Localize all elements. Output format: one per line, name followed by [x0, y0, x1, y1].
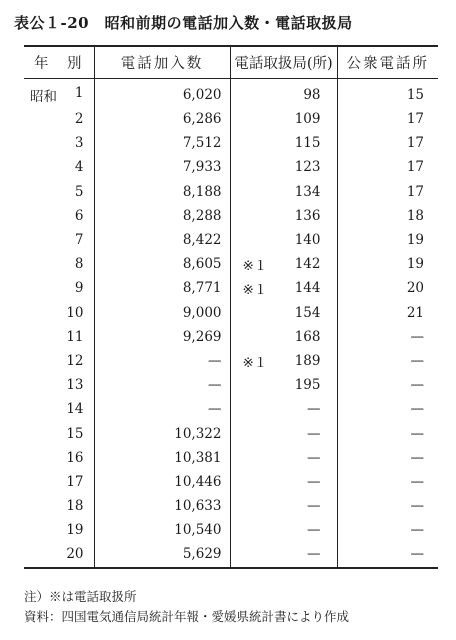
year-value: 14 — [66, 401, 84, 418]
cell-subscribers: — — [94, 397, 230, 421]
cell-year — [24, 155, 94, 179]
year-value: 15 — [66, 425, 84, 442]
cell-offices — [230, 421, 337, 445]
cell-public-phones: — — [337, 397, 438, 421]
offices-value: 189 — [294, 352, 321, 369]
table-row — [24, 494, 438, 518]
offices-value: — — [307, 425, 321, 442]
cell-subscribers: 10,381 — [94, 446, 230, 470]
cell-year — [24, 421, 94, 445]
table-row — [24, 131, 438, 155]
cell-public-phones: — — [337, 470, 438, 494]
offices-value: 136 — [294, 207, 321, 224]
cell-offices — [230, 204, 337, 228]
cell-year — [24, 542, 94, 567]
table-row — [24, 470, 438, 494]
offices-value: 109 — [294, 111, 321, 128]
asterisk-mark: ※１ — [242, 354, 268, 371]
cell-public-phones: — — [337, 494, 438, 518]
header-subscribers: 電話加入数 — [94, 46, 230, 79]
cell-public-phones: 20 — [337, 276, 438, 300]
cell-public-phones: — — [337, 518, 438, 542]
cell-public-phones: — — [337, 446, 438, 470]
cell-public-phones: 17 — [337, 180, 438, 204]
cell-subscribers: — — [94, 349, 230, 373]
cell-subscribers: 8,605 — [94, 252, 230, 276]
offices-value: — — [307, 546, 321, 563]
table-row — [24, 373, 438, 397]
table-row — [24, 252, 438, 276]
cell-subscribers: 7,512 — [94, 131, 230, 155]
footnote: 注）※は電話取扱所 — [24, 589, 137, 604]
offices-value: 140 — [294, 232, 321, 249]
table-row — [24, 204, 438, 228]
year-value: 6 — [74, 207, 84, 224]
table-title: 表公１-20 昭和前期の電話加入数・電話取扱局 — [14, 14, 353, 32]
year-value: 20 — [66, 546, 84, 563]
offices-value: 154 — [294, 304, 321, 321]
cell-public-phones: 17 — [337, 155, 438, 179]
offices-value: — — [307, 449, 321, 466]
offices-value: 123 — [294, 159, 321, 176]
cell-subscribers: 7,933 — [94, 155, 230, 179]
table-row — [24, 180, 438, 204]
cell-year — [24, 252, 94, 276]
cell-year — [24, 446, 94, 470]
asterisk-mark: ※１ — [242, 282, 268, 299]
offices-value: 142 — [294, 256, 321, 273]
cell-offices — [230, 301, 337, 325]
cell-subscribers: 10,446 — [94, 470, 230, 494]
cell-subscribers: 6,020 — [94, 79, 230, 108]
era-label: 昭和 — [30, 89, 57, 105]
cell-public-phones: 15 — [337, 79, 438, 108]
cell-year — [24, 180, 94, 204]
offices-value: — — [307, 473, 321, 490]
year-value: 12 — [66, 352, 84, 369]
cell-offices — [230, 252, 337, 276]
table-row — [24, 107, 438, 131]
year-value: 18 — [66, 498, 84, 515]
table-row — [24, 349, 438, 373]
year-value: 9 — [74, 280, 84, 297]
table-row — [24, 397, 438, 421]
year-value: 5 — [74, 183, 84, 200]
cell-subscribers: 5,629 — [94, 542, 230, 567]
cell-offices — [230, 228, 337, 252]
cell-subscribers: — — [94, 373, 230, 397]
year-value: 8 — [74, 256, 84, 273]
cell-offices — [230, 373, 337, 397]
year-value: 7 — [74, 232, 84, 249]
cell-year — [24, 373, 94, 397]
cell-public-phones: — — [337, 421, 438, 445]
cell-year — [24, 518, 94, 542]
year-value: 10 — [66, 304, 84, 321]
year-value: 16 — [66, 449, 84, 466]
data-table — [24, 45, 438, 569]
cell-subscribers: 8,771 — [94, 276, 230, 300]
cell-offices — [230, 325, 337, 349]
cell-public-phones: 21 — [337, 301, 438, 325]
cell-offices — [230, 276, 337, 300]
cell-subscribers: 8,422 — [94, 228, 230, 252]
cell-offices — [230, 79, 337, 108]
cell-offices — [230, 518, 337, 542]
cell-subscribers: 8,288 — [94, 204, 230, 228]
cell-year — [24, 349, 94, 373]
table-row — [24, 518, 438, 542]
cell-public-phones: — — [337, 542, 438, 567]
header-row — [24, 46, 438, 79]
header-public-phones: 公衆電話所 — [337, 46, 438, 79]
source-note: 資料：四国電気通信局統計年報・愛媛県統計書により作成 — [24, 609, 350, 624]
offices-value: — — [307, 522, 321, 539]
offices-value: 168 — [294, 328, 321, 345]
cell-subscribers: 8,188 — [94, 180, 230, 204]
cell-public-phones: 17 — [337, 131, 438, 155]
year-value: 19 — [66, 522, 84, 539]
cell-year — [24, 107, 94, 131]
table-body — [24, 79, 438, 568]
year-value: 4 — [74, 159, 84, 176]
cell-year — [24, 228, 94, 252]
cell-subscribers: 6,286 — [94, 107, 230, 131]
cell-offices — [230, 155, 337, 179]
cell-year — [24, 131, 94, 155]
cell-offices — [230, 397, 337, 421]
cell-offices — [230, 107, 337, 131]
cell-offices — [230, 542, 337, 567]
year-value: 17 — [66, 473, 84, 490]
cell-offices — [230, 446, 337, 470]
cell-offices — [230, 349, 337, 373]
offices-value: 134 — [294, 183, 321, 200]
year-value: 3 — [74, 135, 84, 152]
cell-public-phones: — — [337, 349, 438, 373]
cell-public-phones: — — [337, 373, 438, 397]
table-row — [24, 446, 438, 470]
offices-value: 115 — [294, 135, 321, 152]
header-year: 年 別 — [24, 46, 94, 79]
cell-subscribers: 9,269 — [94, 325, 230, 349]
table-row — [24, 155, 438, 179]
offices-value: 98 — [303, 87, 321, 103]
asterisk-mark: ※１ — [242, 258, 268, 275]
cell-year — [24, 79, 94, 108]
header-offices: 電話取扱局(所) — [230, 46, 337, 79]
table-row — [24, 276, 438, 300]
cell-offices — [230, 470, 337, 494]
cell-subscribers: 10,633 — [94, 494, 230, 518]
cell-year — [24, 276, 94, 300]
cell-public-phones: 19 — [337, 228, 438, 252]
cell-subscribers: 10,540 — [94, 518, 230, 542]
cell-subscribers: 10,322 — [94, 421, 230, 445]
offices-value: — — [307, 498, 321, 515]
cell-year — [24, 470, 94, 494]
table-row — [24, 301, 438, 325]
cell-subscribers: 9,000 — [94, 301, 230, 325]
cell-year — [24, 301, 94, 325]
cell-public-phones: — — [337, 325, 438, 349]
cell-public-phones: 17 — [337, 107, 438, 131]
year-value: 11 — [66, 328, 84, 345]
year-value: 13 — [66, 377, 84, 394]
year-value: 2 — [74, 111, 84, 128]
offices-value: — — [307, 401, 321, 418]
table-row — [24, 228, 438, 252]
cell-offices — [230, 180, 337, 204]
cell-public-phones: 19 — [337, 252, 438, 276]
cell-year — [24, 204, 94, 228]
notes — [24, 587, 349, 627]
table-row — [24, 79, 438, 108]
cell-year — [24, 494, 94, 518]
table-row — [24, 542, 438, 567]
cell-public-phones: 18 — [337, 204, 438, 228]
cell-offices — [230, 131, 337, 155]
table-row — [24, 325, 438, 349]
table-row — [24, 421, 438, 445]
cell-year — [24, 325, 94, 349]
cell-year — [24, 397, 94, 421]
offices-value: 195 — [294, 377, 321, 394]
year-value: 1 — [74, 85, 84, 101]
offices-value: 144 — [294, 280, 321, 297]
cell-offices — [230, 494, 337, 518]
